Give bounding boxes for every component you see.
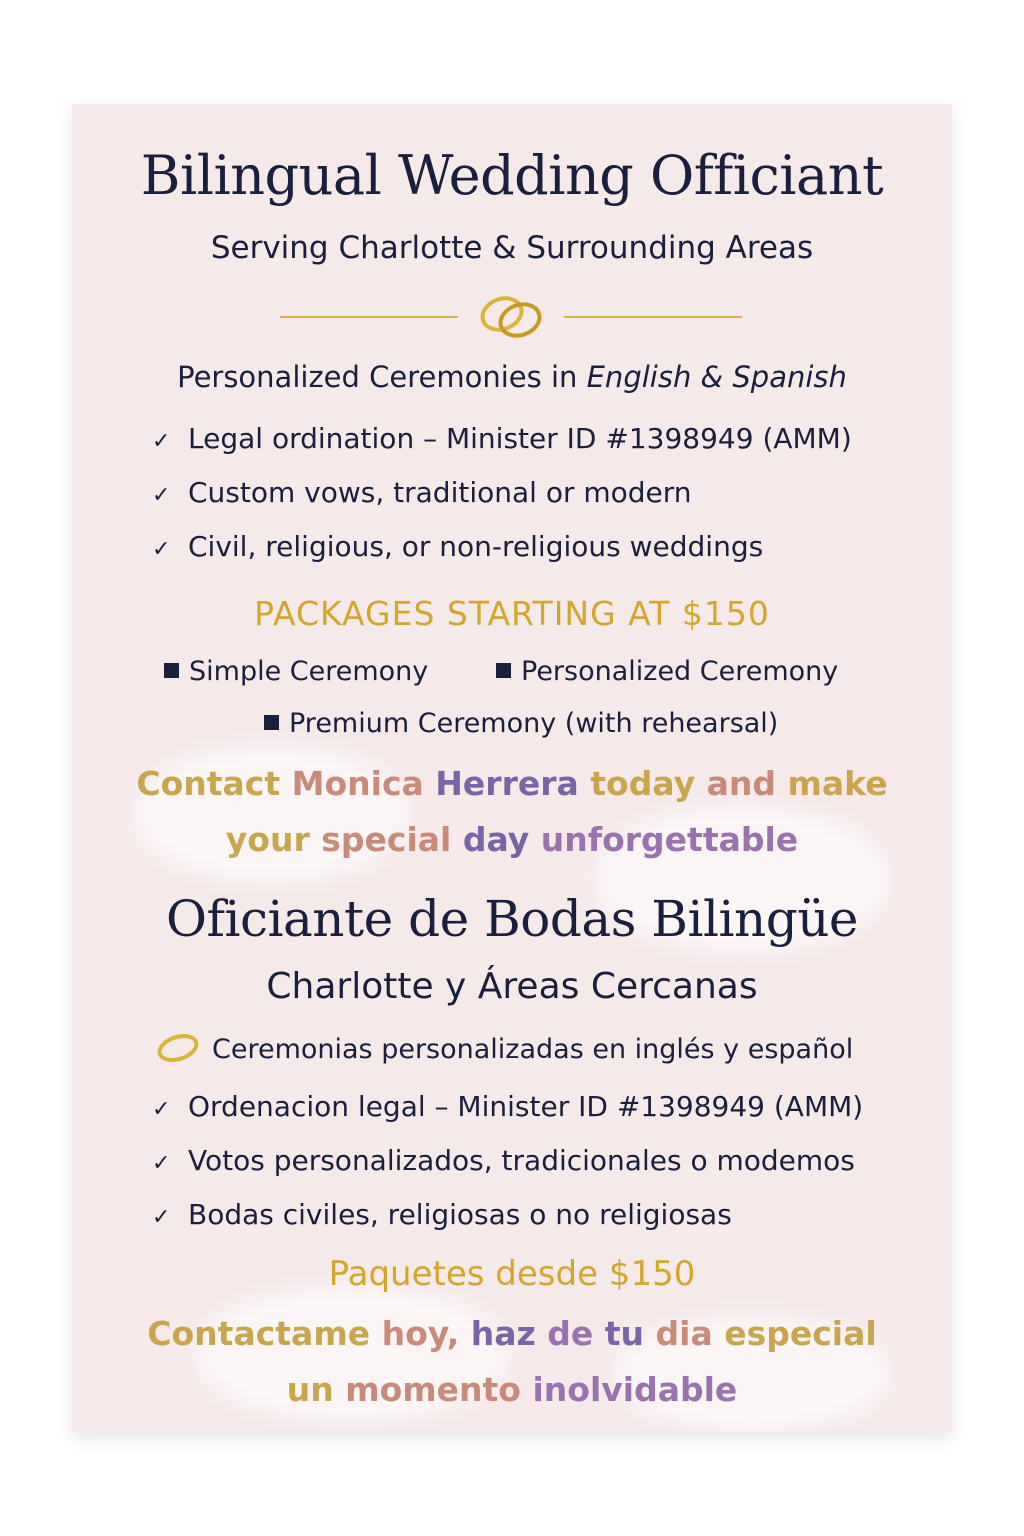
cta-word: today [590, 764, 696, 803]
list-item [152, 466, 932, 520]
cta-line-2 [72, 812, 952, 868]
cta-line-1 [72, 1306, 952, 1362]
spanish-intro-text: Ceremonias personalizadas en inglés y español [212, 1034, 854, 1065]
square-bullet-icon [496, 663, 511, 678]
square-bullet-icon [264, 715, 279, 730]
package-label: Personalized Ceremony [521, 656, 839, 687]
list-item [152, 520, 932, 574]
check-icon: ✓ [152, 483, 171, 508]
divider-line-left [280, 316, 458, 318]
cta-word: day [462, 820, 530, 859]
cta-word: haz [470, 1314, 536, 1353]
divider-line-right [564, 316, 742, 318]
english-feature-list [152, 412, 932, 574]
spanish-call-to-action [72, 1306, 952, 1418]
flyer-card [72, 104, 952, 1432]
package-item [496, 656, 838, 687]
list-item [152, 1080, 932, 1134]
check-icon: ✓ [152, 1097, 171, 1122]
package-item [264, 708, 778, 739]
feature-text: Bodas civiles, religiosas o no religiosas [188, 1198, 732, 1231]
wedding-rings-icon [474, 292, 550, 340]
check-icon: ✓ [152, 1205, 171, 1230]
english-intro-text: Personalized Ceremonies in [177, 360, 587, 394]
cta-word: un [286, 1370, 334, 1409]
spanish-subtitle: Charlotte y Áreas Cercanas [266, 966, 758, 1007]
package-label: Simple Ceremony [189, 656, 429, 687]
feature-text: Civil, religious, or non-religious weddings [188, 530, 764, 563]
cta-word: Monica [291, 764, 424, 803]
english-packages-heading: PACKAGES STARTING AT $150 [254, 594, 770, 633]
cta-line-1 [72, 756, 952, 812]
package-item [164, 656, 428, 687]
cta-word: your [225, 820, 310, 859]
check-icon: ✓ [152, 429, 171, 454]
cta-word: tu [604, 1314, 645, 1353]
cta-word: dia [655, 1314, 713, 1353]
cta-word: Contact [136, 764, 281, 803]
feature-text: Legal ordination – Minister ID #1398949 (AMM) [188, 422, 852, 455]
cta-word: unforgettable [540, 820, 799, 859]
cta-word: de [547, 1314, 594, 1353]
ornament-divider [280, 290, 740, 340]
ring-icon [154, 1032, 202, 1064]
english-title: Bilingual Wedding Officiant [140, 144, 884, 207]
english-intro [72, 360, 952, 394]
feature-text: Custom vows, traditional or modern [188, 476, 692, 509]
cta-word: Herrera [435, 764, 579, 803]
english-subtitle: Serving Charlotte & Surrounding Areas [210, 230, 814, 266]
package-label: Premium Ceremony (with rehearsal) [289, 708, 779, 739]
feature-text: Ordenacion legal – Minister ID #1398949 (AMM) [188, 1090, 864, 1123]
cta-word: momento [345, 1370, 521, 1409]
spanish-feature-list [152, 1080, 932, 1242]
list-item [152, 1134, 932, 1188]
cta-word: hoy, [381, 1314, 460, 1353]
check-icon: ✓ [152, 537, 171, 562]
cta-word: inolvidable [532, 1370, 738, 1409]
cta-line-2 [72, 1362, 952, 1418]
english-intro-languages: English & Spanish [586, 360, 847, 394]
cta-word: especial [724, 1314, 877, 1353]
spanish-packages-heading: Paquetes desde $150 [328, 1254, 696, 1294]
check-icon: ✓ [152, 1151, 171, 1176]
list-item [152, 412, 932, 466]
cta-word: and [706, 764, 777, 803]
cta-word: special [321, 820, 452, 859]
english-call-to-action [72, 756, 952, 868]
square-bullet-icon [164, 663, 179, 678]
cta-word: make [787, 764, 888, 803]
cta-word: Contactame [147, 1314, 371, 1353]
list-item [152, 1188, 932, 1242]
spanish-title: Oficiante de Bodas Bilingüe [166, 890, 858, 948]
feature-text: Votos personalizados, tradicionales o modemos [188, 1144, 855, 1177]
spanish-intro [154, 1032, 853, 1065]
